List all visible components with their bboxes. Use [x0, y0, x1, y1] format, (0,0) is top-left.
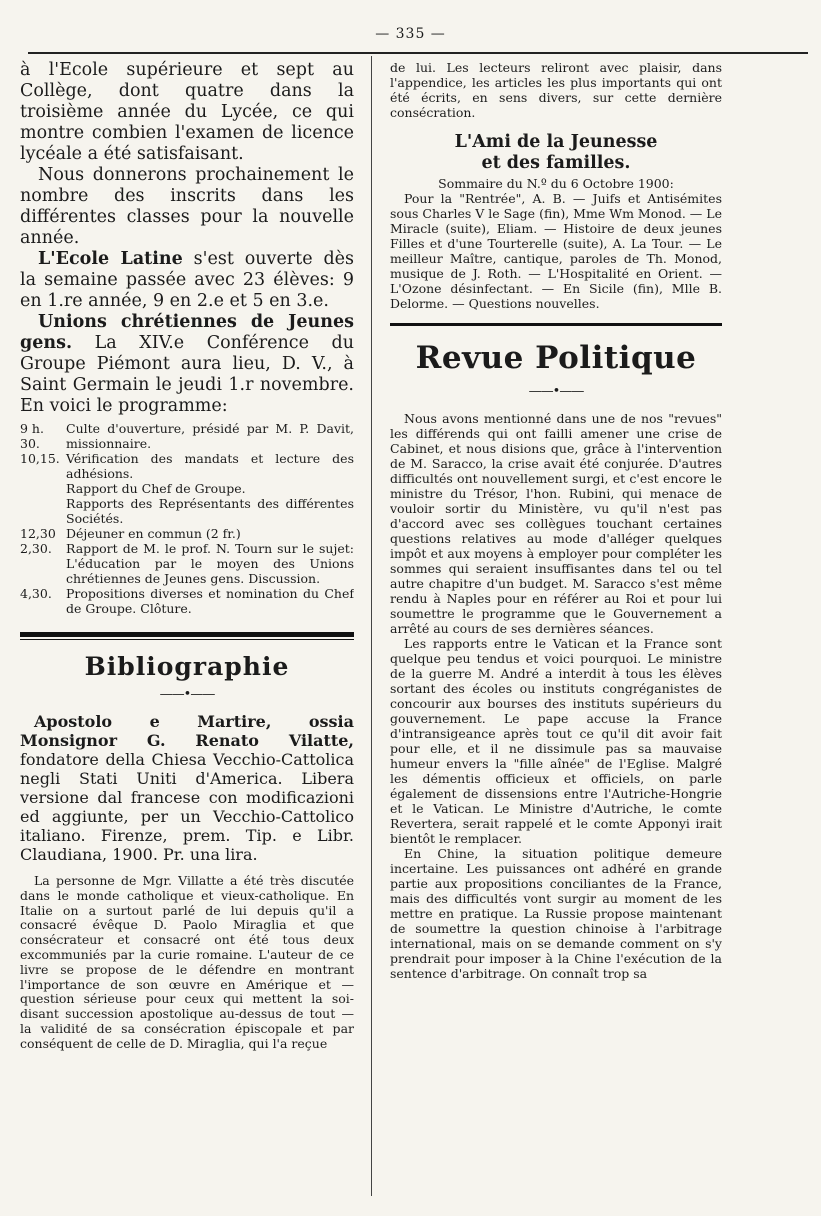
right-column [390, 60, 722, 981]
unions-text: La XIV.e Conférence du Groupe Piémont aura lieu, D. V., à Saint Germain le jeudi 1.r novembre. En voici le programme: [20, 333, 354, 416]
program-item [20, 496, 354, 526]
program-item [20, 526, 354, 541]
program-desc: Culte d'ouverture, présidé par M. P. Davit, missionnaire. [66, 421, 354, 451]
ami-title-line2: et des familles. [481, 153, 631, 173]
program-item [20, 451, 354, 481]
program-desc: Rapport du Chef de Groupe. [66, 481, 246, 496]
continued-paragraph: de lui. Les lecteurs reliront avec plaisir, dans l'appendice, les articles les plus importants qui ont été écrits, en sens divers, sur cette dernière consécration. [390, 60, 722, 120]
program-desc: Déjeuner en commun (2 fr.) [66, 526, 241, 541]
header-rule [28, 52, 808, 54]
unions-heading: Unions chrétiennes de Jeunes gens. [20, 312, 354, 353]
program-item [20, 586, 354, 616]
intro-paragraph: à l'Ecole supérieure et sept au Collège, dont quatre dans la troisième année du Lycée, ce qui montre combien l'examen de licence lycéale a été satisfaisant. [20, 60, 354, 164]
book-title: Apostolo e Martire, [34, 712, 272, 731]
ecole-latine-heading: L'Ecole Latine [38, 249, 183, 269]
program-item [20, 481, 354, 496]
ornament: ——•—— [528, 384, 584, 399]
left-column [20, 60, 354, 1052]
program-time [20, 496, 66, 526]
program-time: 10,15. [20, 451, 60, 466]
program-time: 4,30. [20, 586, 52, 601]
program-time [20, 481, 66, 496]
program-list [20, 421, 354, 616]
ami-title-line1: L'Ami de la Jeunesse [454, 132, 658, 152]
column-divider [371, 56, 372, 1196]
sommaire-text: Pour la "Rentrée", A. B. — Juifs et Antisémites sous Charles V le Sage (fin), Mme Wm Monod. — Le Miracle (suite), Eliam. — Histoire de deux jeunes Filles et d'une Tourterelle (suite), A. La Tour. — Le meilleur Maître, cantique, paroles de Th. Monod, musique de J. Roth. — L'Hospitalité en Orient. — L'Ozone désinfectant. — En Sicile (fin), Mlle B. Delorme. — Questions nouvelles. [390, 191, 722, 311]
program-desc: Rapports des Représentants des différentes Sociétés. [66, 496, 354, 526]
program-time: 9 h. 30. [20, 421, 44, 451]
sommaire-heading: Sommaire du N.º du 6 Octobre 1900: [438, 176, 674, 191]
revue-politique-title: Revue Politique [415, 340, 697, 376]
ecole-latine-paragraph [20, 249, 354, 312]
revue-paragraph-3: En Chine, la situation politique demeure incertaine. Les puissances ont adhéré en grande partie aux propositions conciliantes de la France, mais des difficultés vont surgir au moment de les mettre en pratique. La Russie propose maintenant de soumettre la question chinoise à l'arbitrage international, mais on se demande comment on s'y prendrait pour imposer à la Chine l'exécution de la sentence d'arbitrage. On connaît trop sa [390, 846, 722, 981]
program-desc: Vérification des mandats et lecture des adhésions. [66, 451, 354, 481]
ornament: ——•—— [159, 687, 215, 702]
section-rule-thick [20, 632, 354, 637]
section-rule-thin [20, 639, 354, 640]
ecole-latine-text: s'est ouverte dès la semaine passée avec 23 élèves: 9 en 1.re année, 9 en 2.e et 5 en 3.e. [20, 249, 354, 311]
book-review: La personne de Mgr. Villatte a été très discutée dans le monde catholique et vieux-catholique. En Italie on a surtout parlé de lui depuis qu'il a consacré évêque D. Paolo Miraglia et que consécrateur et consacré ont été tous deux excommuniés par la curie romaine. L'auteur de ce livre se propose de le défendre en montrant l'importance de son œuvre en Amérique et — question sérieuse pour ceux qui mettent la soi-disant succession apostolique au-dessus de tout — la validité de sa consécration épiscopale et par conséquent de celle de D. Miraglia, qui l'a reçue [20, 873, 354, 1051]
program-item [20, 421, 354, 451]
book-details: fondatore della Chiesa Vecchio-Cattolica negli Stati Uniti d'America. Libera versione dal francese con modificazioni ed aggiunte, per un Vecchio-Cattolico italiano. Firenze, prem. Tip. e Libr. Claudiana, 1900. Pr. una lira. [20, 750, 354, 864]
unions-paragraph [20, 312, 354, 417]
bibliographie-title: Bibliographie [84, 652, 290, 681]
program-desc: Rapport de M. le prof. N. Tourn sur le sujet: L'éducation par le moyen des Unions chrétiennes de Jeunes gens. Discussion. [66, 541, 354, 586]
section-rule [390, 323, 722, 326]
ami-title [390, 132, 722, 174]
book-entry [20, 712, 354, 864]
page-number: — 335 — [375, 26, 446, 42]
book-title-cont: ossia Monsignor G. Renato Vilatte, [20, 712, 354, 750]
revue-paragraph-1: Nous avons mentionné dans une de nos "revues" les différends qui ont failli amener une crise de Cabinet, et nous disions que, grâce à l'intervention de M. Saracco, la crise avait été conjurée. D'autres difficultés ont nouvellement surgi, et c'est encore le ministre du Trésor, l'hon. Rubini, qui menace de vouloir sortir du Ministère, vu qu'il n'est pas d'accord avec ses collègues touchant certaines questions relatives au mode d'alléger quelques impôt et aux moyens à employer pour compléter les sommes qui seraient insuffisantes dans tel ou tel autre chapitre d'un budget. M. Saracco s'est même rendu à Naples pour en référer au Roi et pour lui soumettre le programme que le Gouvernement a arrêté au cours de ses dernières séances. [390, 411, 722, 636]
revue-paragraph-2: Les rapports entre le Vatican et la France sont quelque peu tendus et voici pourquoi. Le ministre de la guerre M. André a interdit à tous les élèves sortant des écoles ou instituts congréganistes de concourir aux bourses des instituts supérieurs du gouvernement. Le pape accuse la France d'intransigeance après tout ce qu'il dit avoir fait pour elle, et il ne dissimule pas sa mauvaise humeur envers la "fille aînée" de l'Eglise. Malgré les démentis officieux et officiels, on parle également de dissensions entre l'Autriche-Hongrie et le Vatican. Le Ministre d'Autriche, le comte Revertera, serait rappelé et le comte Apponyi irait bientôt le remplacer. [390, 636, 722, 846]
program-time: 2,30. [20, 541, 52, 556]
program-time: 12,30 [20, 526, 56, 541]
program-item [20, 541, 354, 586]
program-desc: Propositions diverses et nomination du Chef de Groupe. Clôture. [66, 586, 354, 616]
inscrits-note: Nous donnerons prochainement le nombre des inscrits dans les différentes classes pour la nouvelle année. [20, 165, 354, 248]
